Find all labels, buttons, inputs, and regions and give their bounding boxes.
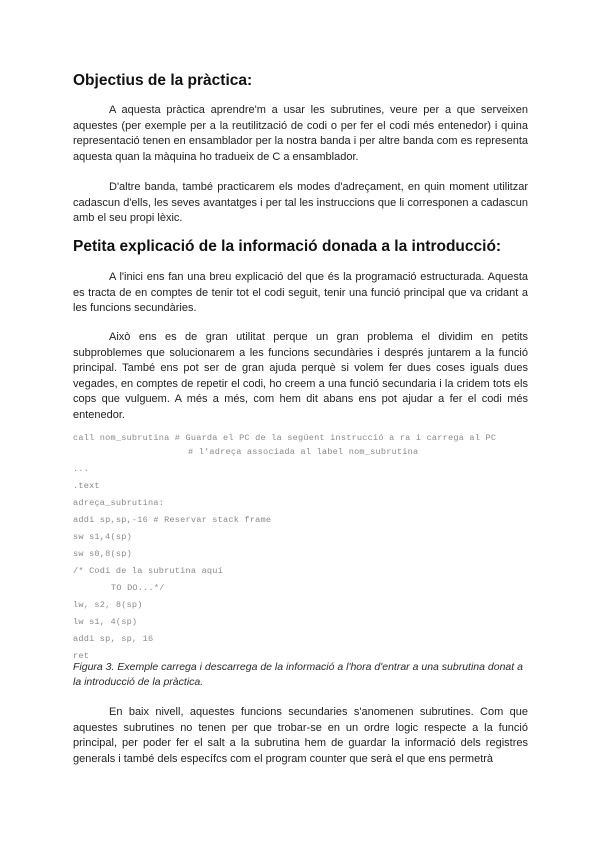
heading-explanation: Petita explicació de la informació donada a la introducció: [73,238,502,255]
paragraph-objectives-1: A aquesta pràctica aprendre'm a usar les subrutines, veure per a que serveixen aquestes (per exemple per a la reutilització de codi o per fer el codi més entenedor) i quina representació tenen en ensamblador per la nostra banda i per altre banda com es representa aquesta quan la màquina ho tradueix de C a ensamblador. [73,104,528,163]
code-line: ret [73,650,90,661]
paragraph-explanation-3: En baix nivell, aquestes funcions secundaries s'anomenen subrutines. Com que aquestes subrutines no tenen per que trobar-se en un ordre logic respecte a la funció principal, per poder fer el salt a la subrutina hem de guardar la informació dels registres generals i també dels específcs com el program counter que serà el que ens permetrà [73,706,528,765]
paragraph-objectives-2: D'altre banda, també practicarem els modes d'adreçament, en quin moment utilitzar cadascun d'ells, les seves avantatges i per tal les instruccions que li corresponen a cadascun amb el seu propi lèxic. [73,181,528,225]
code-line: sw s0,8(sp) [73,548,132,559]
code-line: .text [73,480,100,491]
code-line: TO DO...*/ [111,582,165,593]
code-line: lw, s2, 8(sp) [73,599,143,610]
code-line: lw s1, 4(sp) [73,616,138,627]
code-line: # l'adreça associada al label nom_subrutina [188,446,419,457]
code-line: addi sp,sp,-16 # Reservar stack frame [73,514,272,525]
code-figure [73,433,533,665]
code-line: sw s1,4(sp) [73,531,132,542]
paragraph-explanation-2: Això ens es de gran utilitat perque un gran problema el dividim en petits subproblemes que solucionarem a les funcions secundàries i després juntarem a la funció principal. També ens pot ser de gran ajuda perquè si volem fer dues coses iguals dues vegades, en comptes de repetir el codi, ho creem a una funció secundaria i la cridem tots els cops que vulguem. A més a més, com hem dit abans ens pot ajudar a fer el codi més entenedor. [73,331,528,421]
heading-objectives: Objectius de la pràctica: [73,72,253,89]
code-line: adreça_subrutina: [73,497,165,508]
code-line: /* Codi de la subrutina aquí [73,565,223,576]
figure-caption: Figura 3. Exemple carrega i descarrega de la informació a l'hora d'entrar a una subrutina donat a la introducció de la pràctica. [73,661,523,688]
code-line: call nom_subrutina # Guarda el PC de la següent instrucció a ra i carrega al PC [73,433,497,443]
code-line: addi sp, sp, 16 [73,633,154,644]
paragraph-explanation-1: A l'inici ens fan una breu explicació del que és la programació estructurada. Aquesta es tracta de en comptes de tenir tot el codi seguit, tenir una funció principal que va cridant a les funcions secundàries. [73,271,528,315]
code-line: ... [73,463,90,474]
